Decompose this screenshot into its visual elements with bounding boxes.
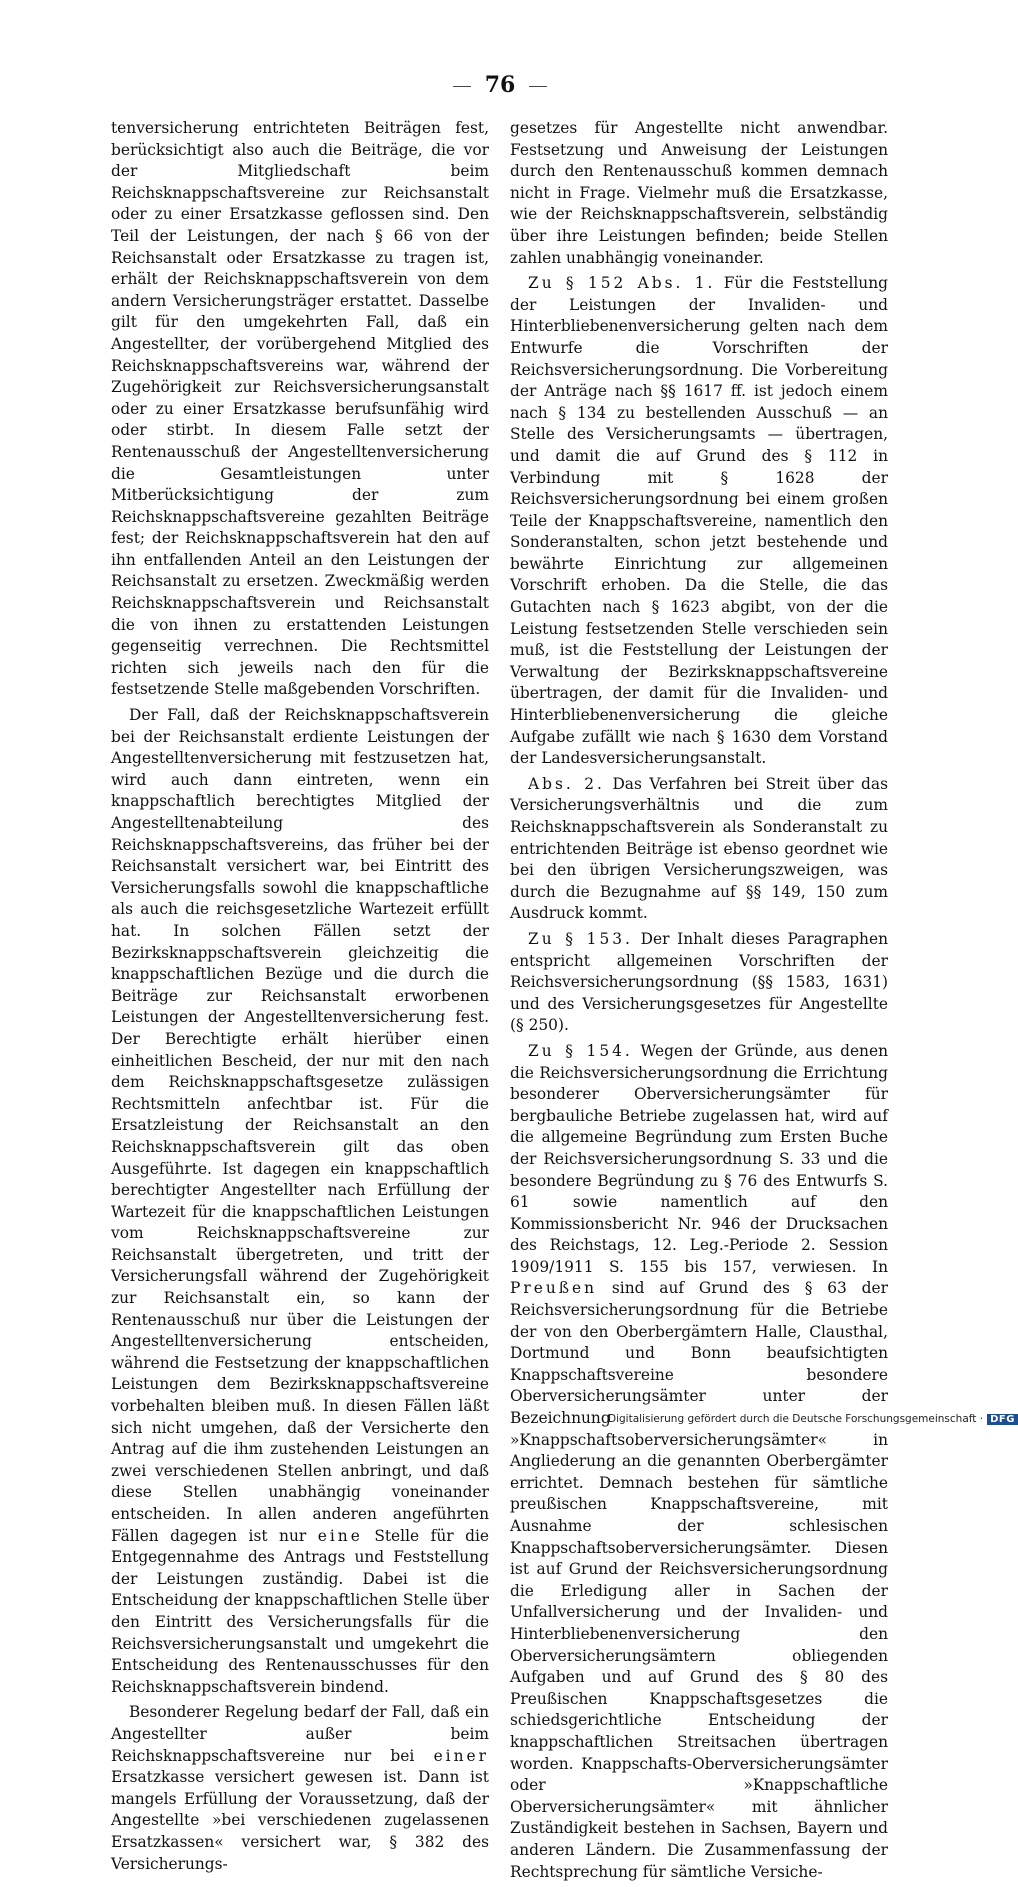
left-p3-emphasis: einer: [433, 1746, 489, 1765]
section-ref-153: Zu § 153.: [528, 929, 633, 948]
right-p4-text: Der Inhalt dieses Paragraphen entspricht allgemeinen Vorschriften der Reichsversicherungsordnung (§§ 1583, 1631) und des Versicherungsgesetzes für Angestellte (§ 250).: [510, 929, 888, 1035]
right-column: [510, 118, 888, 1887]
left-paragraph-2: [111, 705, 489, 1698]
left-column: [111, 118, 489, 1879]
right-p5-text-a: Wegen der Gründe, aus denen die Reichsversicherungsordnung die Errichtung besonderer Oberversicherungsämter für bergbauliche Betriebe zugelassen hat, wird auf die allgemeine Begründung zum Ersten Buche der Reichsversicherungsordnung S. 33 und die besondere Begründung zu § 76 des Entwurfs S. 61 sowie namentlich auf den Kommissionsbericht Nr. 946 der Drucksachen des Reichstags, 12. Leg.-Periode 2. Session 1909/1911 S. 155 bis 157, verwiesen. In: [510, 1041, 888, 1276]
right-paragraph-5: [510, 1041, 888, 1883]
left-p3-text: Besonderer Regelung bedarf der Fall, daß ein Angestellter außer beim Reichsknappschaftsvereine nur bei: [111, 1703, 489, 1765]
right-paragraph-2: [510, 273, 888, 770]
left-p2-text-end: Stelle für die Entgegennahme des Antrags und Feststellung der Leistungen zuständig. Dabei ist die Entscheidung der knappschaftlichen Stelle über den Eintritt des Versicherungsfalls für die Reichsversicherungsanstalt und umgekehrt die Entscheidung des Rentenausschusses für den Reichsknappschaftsverein bindend.: [111, 1526, 489, 1696]
section-ref-abs2: Abs. 2.: [528, 774, 605, 793]
right-paragraph-3: [510, 774, 888, 925]
right-p5-text-b: sind auf Grund des § 63 der Reichsversicherungsordnung für die Betriebe der von den Oberbergämtern Halle, Clausthal, Dortmund und Bonn beaufsichtigten Knappschaftsvereine besondere Oberversicherungsämter unter der Bezeichnung »Knappschaftsoberversicherungsämter« in Angliederung an die genannten Oberbergämter errichtet. Demnach bestehen für sämtliche preußischen Knappschaftsvereine, mit Ausnahme der schlesischen Knappschaftsoberversicherungsämter. Diesen ist auf Grund der Reichsversicherungsordnung die Erledigung aller in Sachen der Unfallversicherung und der Invaliden- und Hinterbliebenenversicherung den Oberversicherungsämtern obliegenden Aufgaben und auf Grund des § 80 des Preußischen Knappschaftsgesetzes die schiedsgerichtliche Entscheidung der knappschaftlichen Streitsachen übertragen worden. Knappschafts-Oberversicherungsämter oder »Knappschaftliche Oberversicherungsämter« mit ähnlicher Zuständigkeit bestehen in Sachsen, Bayern und anderen Ländern. Die Zusammenfassung der Rechtsprechung für sämtliche Versiche-: [510, 1279, 888, 1881]
page-number: 76: [484, 72, 516, 98]
section-ref-154: Zu § 154.: [528, 1041, 633, 1060]
left-paragraph-3: [111, 1702, 489, 1875]
right-paragraph-4: [510, 929, 888, 1037]
left-p2-text: Der Fall, daß der Reichsknappschaftsverein bei der Reichsanstalt erdiente Leistungen der Angestelltenversicherung mit festzusetzen hat, wird auch dann eintreten, wenn ein knappschaftlich berechtigtes Mitglied der Angestelltenabteilung des Reichsknappschaftsvereins, das früher bei der Reichsanstalt versichert war, bei Eintritt des Versicherungsfalls sowohl die knappschaftliche als auch die reichsgesetzliche Wartezeit erfüllt hat. In solchen Fällen setzt der Bezirksknappschaftsverein gleichzeitig die knappschaftlichen Bezüge und die durch die Beiträge zur Reichsanstalt erworbenen Leistungen der Angestelltenversicherung fest. Der Berechtigte erhält hierüber einen einheitlichen Bescheid, der nur mit den nach dem Reichsknappschaftsgesetze zulässigen Rechtsmitteln anfechtbar ist. Für die Ersatzleistung der Reichsanstalt an den Reichsknappschaftsverein gilt das oben Ausgeführte. Ist dagegen ein knappschaftlich berechtigter Angestellter nach Erfüllung der Wartezeit für die knappschaftlichen Leistungen vom Reichsknappschaftsvereine zur Reichsanstalt übergetreten, und tritt der Versicherungsfall während der Zugehörigkeit zur Reichsanstalt ein, so kann der Rentenausschuß nur über die Leistungen der Angestelltenversicherung entscheiden, während die Festsetzung der knappschaftlichen Leistungen dem Bezirksknappschaftsvereine vorbehalten bleiben muß. In diesen Fällen läßt sich nicht umgehen, daß der Versicherte den Antrag auf die ihm zustehenden Leistungen an zwei verschiedenen Stellen anbringt, und daß diese Stellen unabhängig voneinander entscheiden. In allen anderen angeführten Fällen dagegen ist nur: [111, 706, 489, 1545]
right-p3-text: Das Verfahren bei Streit über das Versicherungsverhältnis und die zum Reichsknappschaftsverein als Sonderanstalt zu entrichtenden Beiträge ist ebenso geordnet wie bei den übrigen Versicherungszweigen, was durch die Bezugnahme auf §§ 149, 150 zum Ausdruck kommt.: [510, 774, 888, 923]
left-paragraph-1: tenversicherung entrichteten Beiträgen fest, berücksichtigt also auch die Beiträge, die vor der Mitgliedschaft beim Reichsknappschaftsvereine zur Reichsanstalt oder zu einer Ersatzkasse geflossen sind. Den Teil der Leistungen, der nach § 66 von der Reichsanstalt oder Ersatzkasse zu tragen ist, erhält der Reichsknappschaftsverein von dem andern Versicherungsträger erstattet. Dasselbe gilt für den umgekehrten Fall, daß ein Angestellter, der vorübergehend Mitglied des Reichsknappschaftsvereins war, während der Zugehörigkeit zur Reichsversicherungsanstalt oder zu einer Ersatzkasse berufsunfähig wird oder stirbt. In diesem Falle setzt der Rentenausschuß der Angestelltenversicherung die Gesamtleistungen unter Mitberücksichtigung der zum Reichsknappschaftsvereine gezahlten Beiträge fest; der Reichsknappschaftsverein hat den auf ihn entfallenden Anteil an den Leistungen der Reichsanstalt zu ersetzen. Zweckmäßig werden Reichsknappschaftsverein und Reichsanstalt die von ihnen zu erstattenden Leistungen gegenseitig verrechnen. Die Rechtsmittel richten sich jeweils nach den für die festsetzende Stelle maßgebenden Vorschriften.: [111, 119, 489, 699]
footer-credit: [608, 1413, 1018, 1425]
left-p3-text-end: Ersatzkasse versichert gewesen ist. Dann ist mangels Erfüllung der Voraussetzung, daß der Angestellte »bei verschiedenen zugelassenen Ersatzkassen« versichert war, § 382 des Versicherungs-: [111, 1768, 489, 1873]
right-paragraph-1: gesetzes für Angestellte nicht anwendbar. Festsetzung und Anweisung der Leistungen durch den Rentenausschuß kommen demnach nicht in Frage. Vielmehr muß die Ersatzkasse, wie der Reichsknappschaftsverein, selbständig über ihre Leistungen befinden; beide Stellen zahlen unabhängig voneinander.: [510, 119, 888, 267]
section-ref-152: Zu § 152 Abs. 1.: [528, 274, 716, 293]
dfg-logo: DFG: [987, 1414, 1018, 1425]
page-header: [0, 72, 1000, 98]
header-dash-right: [529, 86, 547, 87]
left-p2-emphasis: eine: [317, 1526, 363, 1545]
header-dash-left: [453, 86, 471, 87]
right-p2-text: Für die Feststellung der Leistungen der Invaliden- und Hinterbliebenenversicherung gelten nach dem Entwurfe die Vorschriften der Reichsversicherungsordnung. Die Vorbereitung der Anträge nach §§ 1617 ff. ist jedoch einem nach § 134 zu bestellenden Ausschuß — an Stelle des Versicherungsamts — übertragen, und damit die auf Grund des § 112 in Verbindung mit § 1628 der Reichsversicherungsordnung bei einem großen Teile der Knappschaftsvereine, namentlich den Sonderanstalten, schon jetzt bestehende und bewährte Einrichtung zur allgemeinen Vorschrift erhoben. Da die Stelle, die das Gutachten nach § 1623 abgibt, von der die Leistung festsetzenden Stelle verschieden sein muß, ist die Feststellung der Leistungen der Verwaltung der Bezirksknappschaftsvereine übertragen, der damit für die Invaliden- und Hinterbliebenenversicherung die gleiche Aufgabe zufällt wie nach § 1630 dem Vorstand der Landesversicherungsanstalt.: [510, 274, 888, 768]
right-p5-emphasis: Preußen: [510, 1279, 598, 1298]
footer-text: Digitalisierung gefördert durch die Deutsche Forschungsgemeinschaft ·: [608, 1413, 984, 1425]
